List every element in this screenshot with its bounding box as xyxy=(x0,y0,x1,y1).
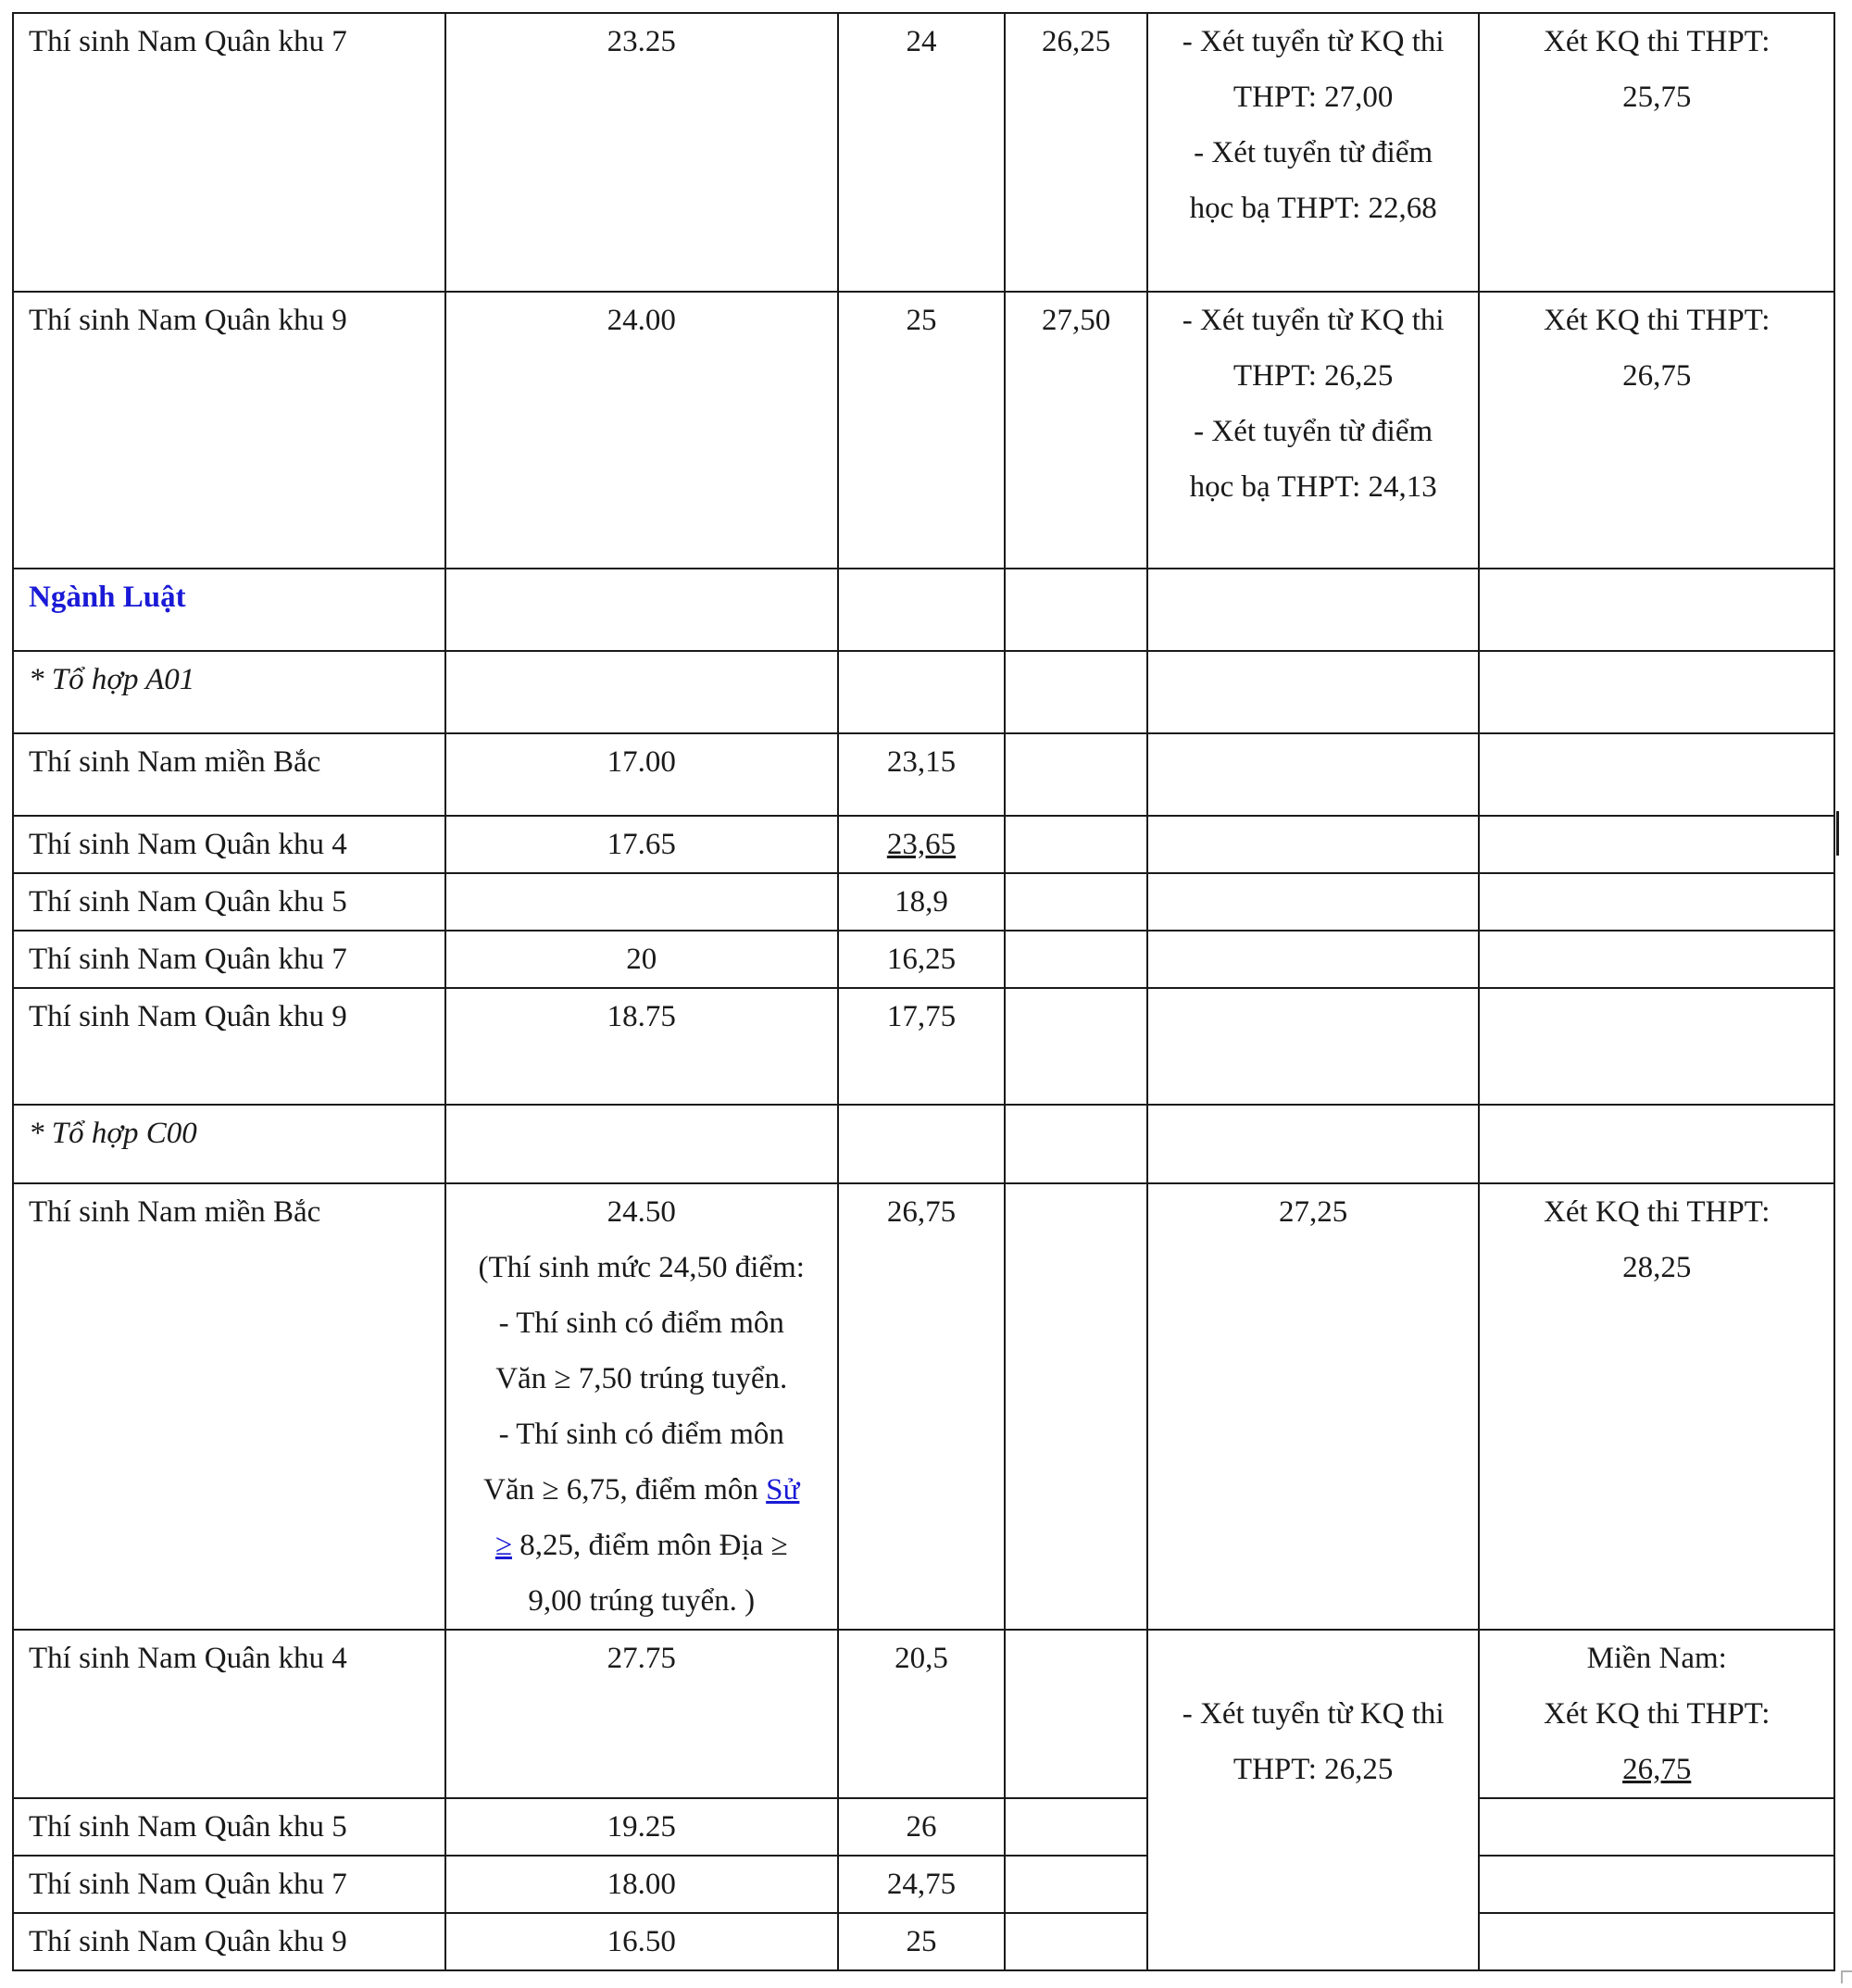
empty-cell xyxy=(838,569,1006,651)
empty-cell xyxy=(1479,816,1834,873)
table-row xyxy=(13,1856,1834,1913)
text-cursor xyxy=(1836,811,1839,856)
candidate-group-cell: Thí sinh Nam Quân khu 9 xyxy=(13,292,445,569)
subject-combo-cell xyxy=(13,651,445,733)
empty-cell xyxy=(1005,816,1147,873)
note-line: THPT: 26,25 xyxy=(1233,359,1394,393)
empty-cell xyxy=(1479,1913,1834,1970)
score-cell: 20 xyxy=(445,931,838,988)
subject-combo-cell xyxy=(13,1105,445,1183)
empty-cell xyxy=(1147,1105,1479,1183)
score-cell: 16,25 xyxy=(838,931,1006,988)
candidate-group-cell: Thí sinh Nam Quân khu 4 xyxy=(13,816,445,873)
candidate-group-cell: Thí sinh Nam Quân khu 5 xyxy=(13,873,445,931)
note-line: THPT: 26,25 xyxy=(1233,1753,1394,1786)
admission-note-cell xyxy=(1147,13,1479,292)
note-line: 24.50 xyxy=(607,1195,676,1229)
candidate-group-cell: Thí sinh Nam miền Bắc xyxy=(13,733,445,816)
empty-cell xyxy=(1005,873,1147,931)
empty-cell xyxy=(1147,988,1479,1105)
note-line: - Xét tuyển từ KQ thi xyxy=(1182,1697,1445,1731)
table-row xyxy=(13,13,1834,292)
empty-cell xyxy=(1005,1913,1147,1970)
score-cell: 18.00 xyxy=(445,1856,838,1913)
empty-cell xyxy=(1479,569,1834,651)
table-row xyxy=(13,1913,1834,1970)
empty-cell xyxy=(1479,1798,1834,1856)
score-cell: 27,50 xyxy=(1005,292,1147,569)
note-line: (Thí sinh mức 24,50 điểm: xyxy=(478,1251,805,1284)
note-line: học bạ THPT: 22,68 xyxy=(1189,192,1437,225)
empty-cell xyxy=(1005,733,1147,816)
note-line: - Xét tuyển từ KQ thi xyxy=(1182,304,1445,337)
note-line: 9,00 trúng tuyển. ) xyxy=(528,1584,756,1618)
empty-cell xyxy=(1005,1183,1147,1630)
empty-cell xyxy=(1479,651,1834,733)
table-row xyxy=(13,292,1834,569)
admission-note-cell xyxy=(1479,1630,1834,1798)
note-line: - Xét tuyển từ điểm xyxy=(1194,415,1433,448)
table-row xyxy=(13,1630,1834,1798)
major-heading: Ngành Luật xyxy=(29,581,186,614)
score-cell: 17.65 xyxy=(445,816,838,873)
candidate-group-cell: Thí sinh Nam Quân khu 5 xyxy=(13,1798,445,1856)
score-cell xyxy=(445,873,838,931)
empty-cell xyxy=(1005,1105,1147,1183)
empty-cell xyxy=(445,651,838,733)
score-cell: 17,75 xyxy=(838,988,1006,1105)
score-cell: 27.75 xyxy=(445,1630,838,1798)
admission-note-cell xyxy=(1479,13,1834,292)
score-cell: 27,25 xyxy=(1147,1183,1479,1630)
score-cell: 18.75 xyxy=(445,988,838,1105)
empty-cell xyxy=(1005,931,1147,988)
empty-cell xyxy=(838,1105,1006,1183)
note-line: Xét KQ thi THPT: xyxy=(1544,304,1771,337)
empty-cell xyxy=(1479,873,1834,931)
empty-cell xyxy=(1479,931,1834,988)
note-line: 26,75 xyxy=(1622,1753,1692,1786)
table-row xyxy=(13,873,1834,931)
score-cell: 26,75 xyxy=(838,1183,1006,1630)
empty-cell xyxy=(1479,733,1834,816)
note-text: 8,25, điểm môn Địa ≥ xyxy=(519,1529,788,1562)
empty-cell xyxy=(1479,988,1834,1105)
empty-cell xyxy=(445,569,838,651)
table-row xyxy=(13,651,1834,733)
table-row xyxy=(13,1105,1834,1183)
empty-cell xyxy=(1147,651,1479,733)
score-cell: 25 xyxy=(838,1913,1006,1970)
score-note-cell xyxy=(445,1183,838,1630)
major-heading-cell xyxy=(13,569,445,651)
table-row xyxy=(13,1798,1834,1856)
admission-note-cell xyxy=(1147,1630,1479,1970)
empty-cell xyxy=(838,651,1006,733)
score-cell: 24 xyxy=(838,13,1006,292)
admission-note-cell xyxy=(1147,292,1479,569)
note-line xyxy=(446,1518,837,1573)
subject-combo-label: * Tổ hợp C00 xyxy=(29,1117,197,1150)
score-cell: 26,25 xyxy=(1005,13,1147,292)
note-line: THPT: 27,00 xyxy=(1233,81,1394,114)
empty-cell xyxy=(1147,931,1479,988)
empty-cell xyxy=(1147,873,1479,931)
empty-cell xyxy=(1479,1856,1834,1913)
score-cell: 17.00 xyxy=(445,733,838,816)
empty-cell xyxy=(1147,569,1479,651)
candidate-group-cell: Thí sinh Nam Quân khu 7 xyxy=(13,931,445,988)
score-value: 23,65 xyxy=(886,828,957,861)
admission-score-table xyxy=(12,12,1835,1971)
score-cell: 25 xyxy=(838,292,1006,569)
note-line: - Xét tuyển từ điểm xyxy=(1194,136,1433,169)
note-line xyxy=(446,1462,837,1518)
empty-cell xyxy=(1005,569,1147,651)
empty-cell xyxy=(1147,816,1479,873)
score-cell: 24.00 xyxy=(445,292,838,569)
gte-symbol: ≥ xyxy=(494,1529,512,1562)
candidate-group-cell: Thí sinh Nam Quân khu 9 xyxy=(13,1913,445,1970)
score-cell: 20,5 xyxy=(838,1630,1006,1798)
note-line: Xét KQ thi THPT: xyxy=(1544,1195,1771,1229)
note-line: 25,75 xyxy=(1622,81,1692,114)
note-line: - Thí sinh có điểm môn xyxy=(498,1418,784,1451)
score-cell: 24,75 xyxy=(838,1856,1006,1913)
table-row xyxy=(13,816,1834,873)
note-line: - Thí sinh có điểm môn xyxy=(498,1307,784,1340)
note-text: Văn ≥ 6,75, điểm môn xyxy=(483,1473,758,1507)
score-cell: 16.50 xyxy=(445,1913,838,1970)
empty-cell xyxy=(1005,651,1147,733)
note-line: Xét KQ thi THPT: xyxy=(1544,25,1771,58)
candidate-group-cell: Thí sinh Nam Quân khu 7 xyxy=(13,1856,445,1913)
page-corner-mark xyxy=(1841,1970,1852,1983)
admission-note-cell xyxy=(1479,1183,1834,1630)
note-line: Xét KQ thi THPT: xyxy=(1544,1697,1771,1731)
candidate-group-cell: Thí sinh Nam miền Bắc xyxy=(13,1183,445,1630)
table-row xyxy=(13,733,1834,816)
candidate-group-cell: Thí sinh Nam Quân khu 4 xyxy=(13,1630,445,1798)
note-line: học bạ THPT: 24,13 xyxy=(1189,470,1437,504)
history-subject-link: Sử xyxy=(766,1473,800,1507)
note-line: Văn ≥ 7,50 trúng tuyển. xyxy=(495,1362,788,1395)
score-cell: 23.25 xyxy=(445,13,838,292)
note-line: Miền Nam: xyxy=(1586,1642,1727,1675)
empty-cell xyxy=(1005,988,1147,1105)
note-line: 28,25 xyxy=(1622,1251,1692,1284)
score-cell xyxy=(838,816,1006,873)
empty-cell xyxy=(1479,1105,1834,1183)
empty-cell xyxy=(1147,733,1479,816)
score-cell: 19.25 xyxy=(445,1798,838,1856)
table-row xyxy=(13,931,1834,988)
subject-combo-label: * Tổ hợp A01 xyxy=(29,663,195,696)
admission-note-cell xyxy=(1479,292,1834,569)
empty-cell xyxy=(445,1105,838,1183)
note-line: 26,75 xyxy=(1622,359,1692,393)
score-cell: 23,15 xyxy=(838,733,1006,816)
candidate-group-cell: Thí sinh Nam Quân khu 9 xyxy=(13,988,445,1105)
empty-cell xyxy=(1005,1630,1147,1798)
table-row xyxy=(13,569,1834,651)
candidate-group-cell: Thí sinh Nam Quân khu 7 xyxy=(13,13,445,292)
score-cell: 26 xyxy=(838,1798,1006,1856)
table-row xyxy=(13,988,1834,1105)
table-row xyxy=(13,1183,1834,1630)
note-line: - Xét tuyển từ KQ thi xyxy=(1182,25,1445,58)
score-cell: 18,9 xyxy=(838,873,1006,931)
empty-cell xyxy=(1005,1856,1147,1913)
empty-cell xyxy=(1005,1798,1147,1856)
